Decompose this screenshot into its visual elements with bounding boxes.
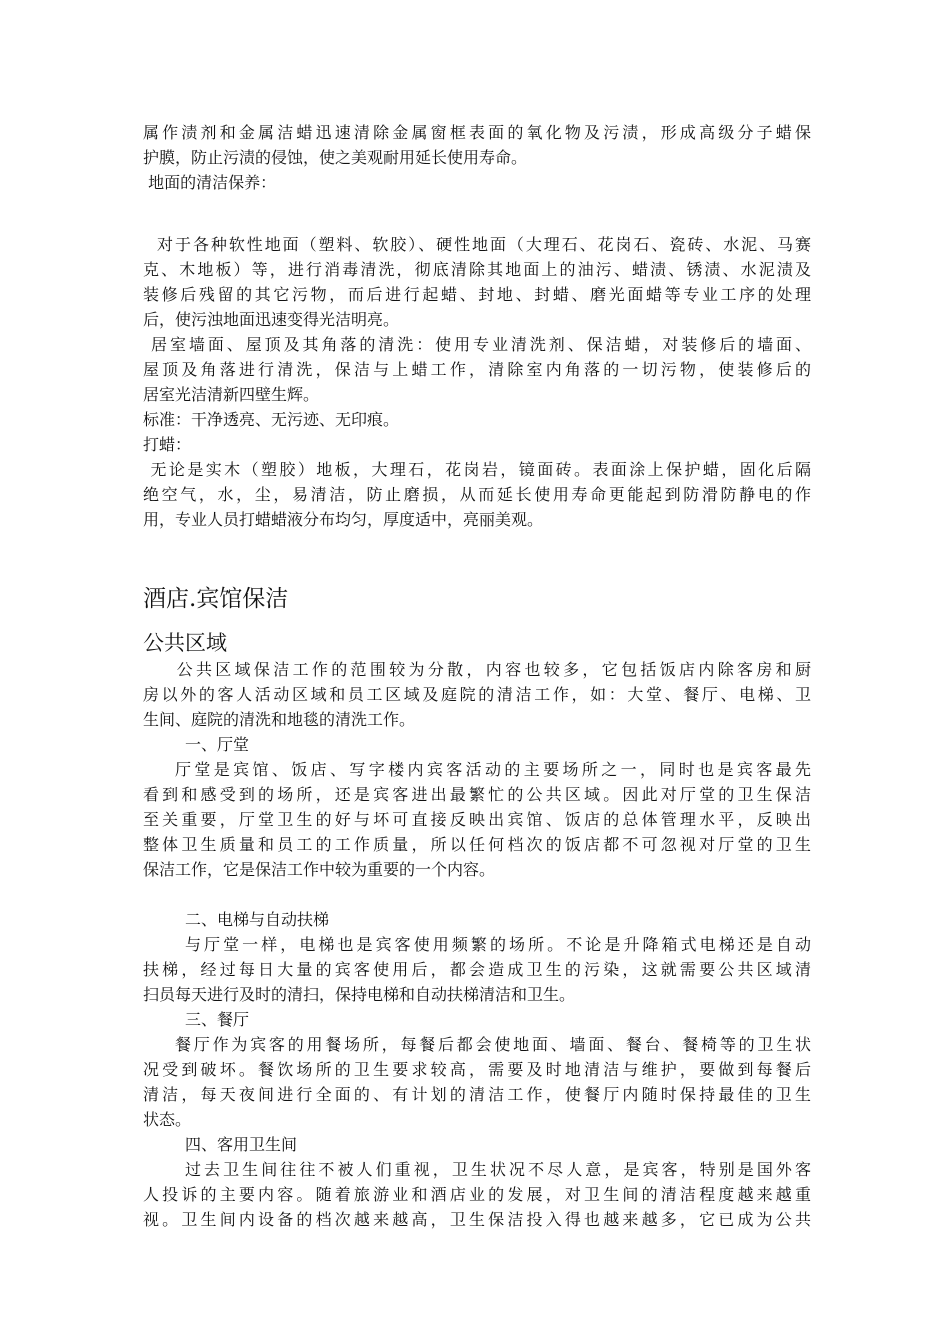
text-line: 扶梯，经过每日大量的宾客使用后，都会造成卫生的污染，这就需要公共区域清 xyxy=(143,960,811,979)
spacer xyxy=(143,614,811,629)
section-title-elevator: 二、电梯与自动扶梯 xyxy=(185,910,330,929)
intro-paragraph xyxy=(143,120,811,170)
text-line: 后，使污浊地面迅速变得光洁明亮。 xyxy=(143,310,400,329)
text-line: 清洁，每天夜间进行全面的、有计划的清洁工作，使餐厅内随时保持最佳的卫生 xyxy=(143,1085,811,1104)
text-line: 过去卫生间往往不被人们重视，卫生状况不尽人意，是宾客，特别是国外客 xyxy=(185,1160,811,1179)
text-line: 看到和感受到的场所，还是宾客进出最繁忙的公共区域。因此对厅堂的卫生保洁 xyxy=(143,785,811,804)
text-line: 屋顶及角落进行清洗，保洁与上蜡工作，清除室内角落的一切污物，使装修后的 xyxy=(143,360,811,379)
text-line: 状态。 xyxy=(143,1110,192,1129)
standard-line: 标准：干净透亮、无污迹、无印痕。 xyxy=(143,410,400,429)
text-line: 居室墙面、屋顶及其角落的清洗：使用专业清洗剂、保洁蜡，对装修后的墙面、 xyxy=(143,335,811,354)
text-line: 公共区域保洁工作的范围较为分散，内容也较多，它包括饭店内除客房和厨 xyxy=(143,660,811,679)
document-page xyxy=(143,120,811,1232)
public-area-heading: 公共区域 xyxy=(143,631,227,655)
public-area-paragraph xyxy=(143,657,811,732)
text-line: 厅堂是宾馆、饭店、写字楼内宾客活动的主要场所之一，同时也是宾客最先 xyxy=(175,760,811,779)
floor-care-paragraph xyxy=(143,232,811,332)
text-line: 整体卫生质量和员工的工作质量，所以任何档次的饭店都不可忽视对厅堂的卫生 xyxy=(143,835,811,854)
waxing-paragraph xyxy=(143,457,811,532)
section-title-lobby: 一、厅堂 xyxy=(185,735,250,754)
restaurant-paragraph xyxy=(143,1032,811,1132)
text-line: 用，专业人员打蜡蜡液分布均匀，厚度适中，亮丽美观。 xyxy=(143,510,544,529)
spacer xyxy=(143,882,811,907)
text-line: 保洁工作，它是保洁工作中较为重要的一个内容。 xyxy=(143,860,496,879)
text-line: 属作渍剂和金属洁蜡迅速清除金属窗框表面的氧化物及污渍，形成高级分子蜡保 xyxy=(143,123,811,142)
waxing-title: 打蜡： xyxy=(143,435,192,454)
text-line: 房以外的客人活动区域和员工区域及庭院的清洁工作，如：大堂、餐厅、电梯、卫 xyxy=(143,685,811,704)
text-line: 装修后残留的其它污物，而后进行起蜡、封地、封蜡、磨光面蜡等专业工序的处理 xyxy=(143,285,811,304)
text-line: 生间、庭院的清洗和地毯的清洗工作。 xyxy=(143,710,416,729)
text-line: 扫员每天进行及时的清扫，保持电梯和自动扶梯清洁和卫生。 xyxy=(143,985,576,1004)
text-line: 视。卫生间内设备的档次越来越高，卫生保洁投入得也越来越多，它已成为公共 xyxy=(143,1210,811,1229)
text-line: 克、木地板）等，进行消毒清洗，彻底清除其地面上的油污、蜡渍、锈渍、水泥渍及 xyxy=(143,260,811,279)
restroom-paragraph xyxy=(143,1157,811,1232)
text-line: 餐厅作为宾客的用餐场所，每餐后都会使地面、墙面、餐台、餐椅等的卫生状 xyxy=(175,1035,811,1054)
wall-cleaning-paragraph xyxy=(143,332,811,407)
text-line: 护膜，防止污渍的侵蚀，使之美观耐用延长使用寿命。 xyxy=(143,148,528,167)
text-line: 对于各种软性地面（塑料、软胶）、硬性地面（大理石、花岗石、瓷砖、水泥、马赛 xyxy=(143,235,811,254)
lobby-paragraph xyxy=(143,757,811,882)
spacer xyxy=(143,195,811,232)
text-line: 况受到破坏。餐饮场所的卫生要求较高，需要及时地清洁与维护，要做到每餐后 xyxy=(143,1060,811,1079)
section-title-restaurant: 三、餐厅 xyxy=(185,1010,250,1029)
floor-care-title: 地面的清洁保养： xyxy=(143,173,277,192)
text-line: 无论是实木（塑胶）地板，大理石，花岗岩，镜面砖。表面涂上保护蜡，固化后隔 xyxy=(143,460,811,479)
text-line: 居室光洁清新四壁生辉。 xyxy=(143,385,320,404)
text-line: 绝空气，水，尘，易清洁，防止磨损，从而延长使用寿命更能起到防滑防静电的作 xyxy=(143,485,811,504)
text-line: 至关重要，厅堂卫生的好与坏可直接反映出宾馆、饭店的总体管理水平，反映出 xyxy=(143,810,811,829)
elevator-paragraph xyxy=(143,932,811,1007)
spacer xyxy=(143,532,811,584)
section-title-restroom: 四、客用卫生间 xyxy=(185,1135,298,1154)
text-line: 人投诉的主要内容。随着旅游业和酒店业的发展，对卫生间的清洁程度越来越重 xyxy=(143,1185,811,1204)
hotel-cleaning-heading: 酒店.宾馆保洁 xyxy=(143,586,289,612)
text-line: 与厅堂一样，电梯也是宾客使用频繁的场所。不论是升降箱式电梯还是自动 xyxy=(185,935,811,954)
